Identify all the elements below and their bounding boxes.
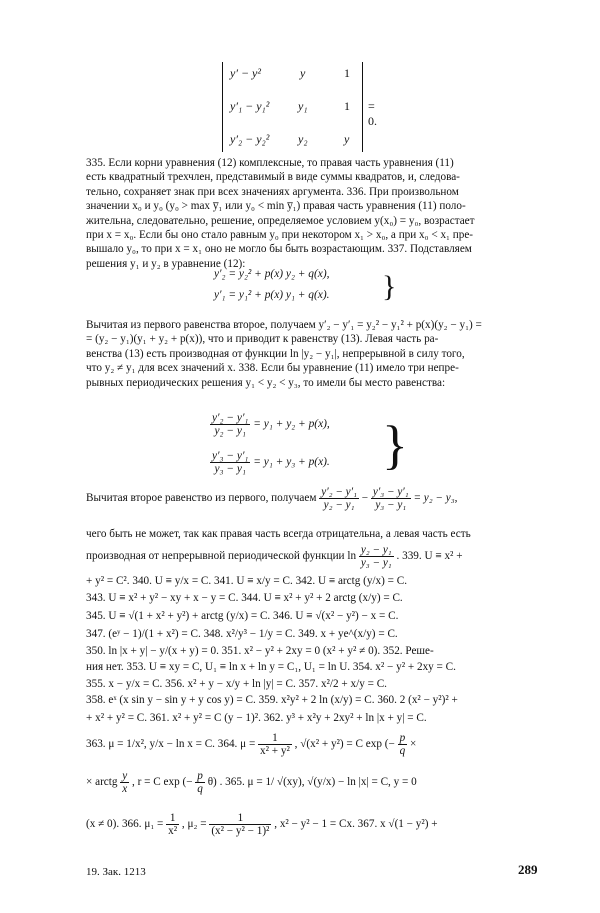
fraction: $\frac{\text{y′₃ − y′₁}}{\text{y₃ − y₁}}$ <box>212 450 249 475</box>
paragraph-338-line3: производная от непрерывной периодической функции ln $\frac{\text{y₂ − y₁}}{\text{y₃ − y₁}}$ . 339. U ≡ x² + <box>86 544 463 569</box>
text-line: решения y₁ и y₂ в уравнение (12): <box>86 257 246 270</box>
fraction: $\frac{p}{q}$ <box>399 732 406 757</box>
equation-system-2 <box>210 412 410 482</box>
fraction: $\frac{1}{\text{x²}}$ <box>168 812 178 837</box>
determinant-right-bar <box>362 62 363 152</box>
paragraph-335 <box>86 156 546 271</box>
det-cell: y′₂ − y₂² <box>230 132 270 146</box>
fraction: $\frac{\text{y′₂ − y′₁}}{\text{y₂ − y₁}}$ <box>321 486 357 511</box>
text-line: при x = x₀. Если бы оно стало равным y₀ при некотором x₁ > x₀, а при x₀ < x₁ пре- <box>86 229 474 242</box>
det-cell: y <box>344 132 350 146</box>
determinant <box>222 62 382 154</box>
right-brace: } <box>382 270 397 303</box>
answer-line: + x² + y² = C. 361. x² + y² = C (y − 1)². 362. y³ + x²y + 2xy² + ln |x + y| = C. <box>86 712 427 724</box>
answer-line: ния нет. 353. U ≡ xy = C, U₁ ≡ ln x + ln y = C₁, U₁ = ln U. 354. x² − y² + 2xy = C. <box>86 661 456 673</box>
det-cell: 1 <box>344 99 350 113</box>
text-line: что y₂ ≠ y₁ для всех значений x. 338. Если бы уравнение (11) имело три непре- <box>86 362 459 375</box>
det-equals: = 0. <box>368 99 377 128</box>
footer-signature: 19. Зак. 1213 <box>86 866 146 878</box>
fraction: $\frac{y}{x}$ <box>122 770 128 795</box>
answer-line: + y² = C². 340. U ≡ y/x = C. 341. U ≡ x/y = C. 342. U ≡ arctg (y/x) = C. <box>86 575 408 587</box>
det-cell: y₁ <box>298 99 308 113</box>
fraction: $\frac{\text{y′₂ − y′₁}}{\text{y₂ − y₁}}$ <box>212 412 249 437</box>
answer-line-366: (x ≠ 0). 366. μ₁ = $\frac{1}{\text{x²}}$ , μ₂ = $\frac{1}{\text{(x² − y² − 1)²}}$ , x² − y² − 1 = Cx. 367. x √(1 − y²) + <box>86 812 438 837</box>
answer-line-364b: × arctg $\frac{y}{x}$ , r = C exp (− $\frac{p}{q}$ θ) . 365. μ = 1/ √(xy), √(y/x) − ln |x| = C, y = 0 <box>86 770 417 795</box>
fraction: $\frac{1}{\text{x² + y²}}$ <box>260 732 290 757</box>
answer-line: 350. ln |x + y| − y/(x + y) = 0. 351. x² − y² + 2xy = 0 (x² + y² ≠ 0). 352. Реше- <box>86 645 434 657</box>
equation-row: $\frac{\text{y′₂ − y′₁}}{\text{y₂ − y₁}}$ = y₁ + y₂ + p(x), <box>212 412 330 437</box>
answer-line-363: 363. μ = 1/x², y/x − ln x = C. 364. μ = $\frac{1}{\text{x² + y²}}$ , √(x² + y²) = C exp (− $\frac{p}{q}$ × <box>86 732 417 757</box>
text-line: значении x₀ и y₀ (y₀ > max y̅₁ или y₀ < min y̅₁) правая часть уравнения (11) поло- <box>86 200 466 213</box>
det-cell: y′₁ − y₁² <box>230 99 270 113</box>
page-number: 289 <box>518 862 538 877</box>
fraction: $\frac{1}{\text{(x² − y² − 1)²}}$ <box>211 812 270 837</box>
answer-line: 345. U ≡ √(1 + x² + y²) + arctg (y/x) = C. 346. U ≡ √(x² − y²) − x = C. <box>86 610 399 622</box>
det-cell: y <box>300 66 306 80</box>
fraction: $\frac{p}{q}$ <box>197 770 203 795</box>
det-cell: 1 <box>344 66 350 80</box>
answer-line: 343. U ≡ x² + y² − xy + x − y = C. 344. U ≡ x² + y² + 2 arctg (x/y) = C. <box>86 592 403 604</box>
paragraph-337 <box>86 318 546 390</box>
answer-line: 347. (eʸ − 1)/(1 + x²) = C. 348. x²/y³ − 1/y = C. 349. x + ye^(x/y) = C. <box>86 628 398 640</box>
equation-row: $\frac{\text{y′₃ − y′₁}}{\text{y₃ − y₁}}$ = y₁ + y₃ + p(x). <box>212 450 330 475</box>
text-line: рывных периодических решения y₁ < y₂ < y₃, то имели бы место равенства: <box>86 376 446 389</box>
paragraph-338-line2: чего быть не может, так как правая часть всегда отрицательна, а левая часть есть <box>86 528 471 540</box>
text-line: тельно, сохраняет знак при всех значениях аргумента. 336. При произвольном <box>86 185 459 198</box>
det-cell: y′ − y² <box>230 66 261 80</box>
paragraph-338-line1: Вычитая второе равенство из первого, получаем $\frac{\text{y′₂ − y′₁}}{\text{y₂ − y₁}}$ − $\frac{\text{y′₃ − y′₁}}{\text{y₃ − y₁}}$ = y₂ − y₃, <box>86 486 458 511</box>
text-line: есть квадратный трехчлен, представимый в виде суммы квадратов, и, следова- <box>86 171 460 184</box>
text-line: жительна, следовательно, решение, определяемое условием y(x₀) = y₀, возрастает <box>86 214 475 227</box>
equation-row: y′₂ = y₂² + p(x) y₂ + q(x), <box>214 268 330 280</box>
text-line: венства (13) есть производная от функции ln |y₂ − y₁|, непрерывной в силу того, <box>86 347 465 360</box>
equation-row: y′₁ = y₁² + p(x) y₁ + q(x). <box>214 289 330 301</box>
answer-line: 355. x − y/x = C. 356. x² + y − x/y + ln |y| = C. 357. x²/2 + x/y = C. <box>86 678 387 690</box>
fraction: $\frac{\text{y₂ − y₁}}{\text{y₃ − y₁}}$ <box>360 544 392 569</box>
text-line: вышало y₀, то при x = x₁ оно не могло бы быть возрастающим. 337. Подставляем <box>86 243 472 256</box>
fraction: $\frac{\text{y′₃ − y′₁}}{\text{y₃ − y₁}}$ <box>372 486 409 511</box>
text-line: 335. Если корни уравнения (12) комплексные, то правая часть уравнения (11) <box>86 157 454 169</box>
right-brace: } <box>382 415 408 475</box>
answer-line: 358. eˣ (x sin y − sin y + y cos y) = C. 359. x²y² + 2 ln (x/y) = C. 360. 2 (x² − y²)² + <box>86 694 458 706</box>
determinant-left-bar <box>222 62 223 152</box>
equation-system-1 <box>214 268 404 312</box>
text-line: Вычитая из первого равенства второе, получаем y′₂ − y′₁ = y₂² − y₁² + p(x)(y₂ − y₁) = <box>86 319 482 331</box>
det-cell: y₂ <box>298 132 308 146</box>
text-line: = (y₂ − y₁)(y₁ + y₂ + p(x)), что и приводит к равенству (13). Левая часть ра- <box>86 333 439 346</box>
